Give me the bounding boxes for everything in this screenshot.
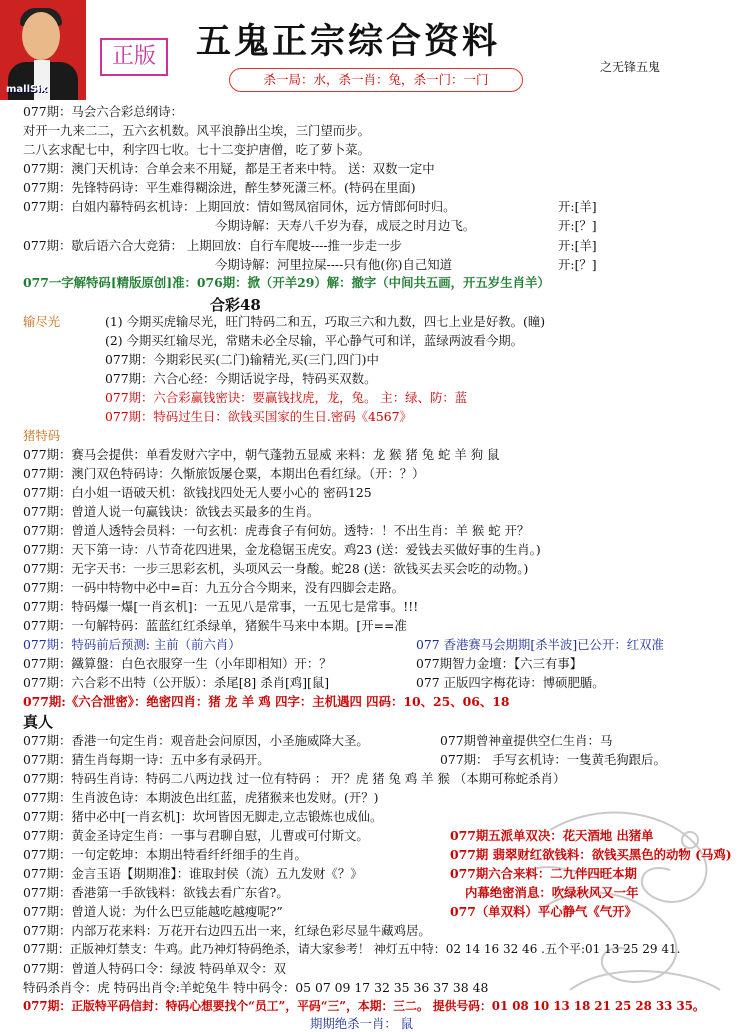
line-11: 合彩48 (210, 296, 261, 314)
line-42: 077期：特码生肖诗：特码二八两边找 过一位有特码 ： 开？虎 猪 兔 鸡 羊 猴 （本期可称蛇杀肖） (23, 771, 566, 786)
line-15: 077期：今期彩民买(二门)输精光,买(三门,四门)中 (105, 352, 379, 367)
line-33: 077期智力金壇：【六三有事】 (416, 656, 583, 671)
line-44: 077期：猪中必中[一肖玄机]：坎坷皆因无脚走,立志锻炼也成仙。 (23, 809, 383, 824)
line-31: 077 香港赛马会期期[杀半波]已公开：红双准 (416, 637, 664, 652)
line-24: 077期：曾道人透特会员料：一句玄机：虎毒食子有何妨。透特：！不出生肖：羊 猴 蛇 开？ (23, 523, 530, 538)
portrait-photo (0, 0, 86, 100)
line-38: 077期：香港一句定生肖：观音赴会问原因，小圣施威降大圣。 (23, 733, 369, 748)
line-54: 077（单双料）平心静气《气开》 (450, 904, 637, 919)
open-box-1: 开:[羊] (558, 199, 597, 214)
line-37: 真人 (23, 713, 54, 731)
line-20: 077期：赛马会提供：单看发财六字中，朝气蓬勃五显威 来料：龙 猴 猪 兔 蛇 羊 狗 鼠 (23, 447, 500, 462)
line-30: 077期：特码前后预测: 主前（前六肖） (23, 637, 241, 652)
line-21: 077期：澳门双色特码诗：久惭旅饭屡仓粟，本期出色看红绿。（开：？） (23, 466, 425, 481)
kill-banner: 杀一局：水，杀一肖：兔，杀一门：一门 (229, 68, 523, 92)
line-56: 077期：正版神灯禁支：牛鸡。此乃神灯特码绝杀，请大家参考！ 神灯五中特：02 14 16 32 46 .五个平:01 13 25 29 41. (23, 942, 681, 956)
line-47: 077期：一句定乾坤：本期出特看纤纤细手的生肖。 (23, 847, 307, 862)
line-14: (2) 今期买红输尽光，常赌未必全尽输，平心静气可和详，蓝绿两波看今期。 (105, 333, 523, 348)
line-25: 077期：天下第一诗：八节奇花四进果，金龙稳锯玉虎安。鸡23 (送：爱钱去买做好事的生肖。) (23, 542, 541, 557)
open-box-4: 开:[？] (558, 257, 597, 272)
open-box-2: 开:[？] (558, 218, 597, 233)
line-4: 077期：澳门天机诗：合单会来不用疑，都是王者来中特。 送：双数一定中 (23, 161, 435, 176)
line-16: 077期：六合心经：今期话说字母，特码买双数。 (105, 371, 377, 386)
line-52: 内幕绝密消息：吹绿秋风又一年 (465, 885, 639, 900)
line-60: 期期绝杀一肖： 鼠 (310, 1016, 414, 1031)
line-57: 077期：曾道人特码口令：绿波 特码单双令：双 (23, 961, 287, 976)
line-40: 077期：猜生肖每期一诗：五中多有录码开。 (23, 752, 270, 767)
line-13: (1) 今期买虎输尽光，旺门特码二和五，巧取三六和九数，四七上业是好教。(瞳) (105, 314, 546, 329)
portrait-face (22, 12, 60, 60)
line-6: 077期：白姐内幕特码玄机诗：上期回放：情如鸳凤宿同休，远方情郎何时归。 (23, 199, 456, 214)
line-55: 077期：内部万花来料：万花开右边四五出一来，红绿色彩尽显牛藏鸡居。 (23, 923, 431, 938)
line-23: 077期：曾道人说一句赢钱诀：欲钱去买最多的生肖。 (23, 504, 320, 519)
line-34: 077期：六合彩不出特（公开版）：杀尾[8] 杀肖[鸡][鼠] (23, 675, 330, 690)
line-3: 二八玄求配七中，利字四七收。七十二变护唐僧，吃了萝卜菜。 (23, 142, 370, 157)
line-2: 对开一九来二二，五六玄机数。风平浪静出尘埃，三门望而步。 (23, 123, 370, 138)
line-41: 077期： 手写玄机诗：一隻黄毛狗跟后。 (440, 752, 666, 767)
line-29: 077期：一句解特码：蓝蓝红红杀绿单，猪猴牛马来中本期。[开==准 (23, 618, 407, 633)
line-32: 077期：鐵算盤：白色衣服穿一生（小年即相知）开：？ (23, 656, 332, 671)
line-17: 077期：六合彩赢钱密诀：要赢钱找虎，龙，兔。 主：绿、防：蓝 (105, 390, 468, 405)
genuine-badge: 正版 (100, 38, 168, 76)
line-49: 077期：金言玉语【期期准】：谁取封侯（流）五九发财《？》 (23, 866, 363, 881)
line-19: 猪特码 (23, 428, 61, 443)
line-5: 077期：先锋特码诗：平生难得糊涂进，醉生梦死潇三杯。(特码在里面) (23, 180, 416, 195)
line-22: 077期：白小姐一语破天机：欲钱找四处无人要小心的 密码125 (23, 485, 372, 500)
line-53: 077期：曾道人说：为什么巴豆能越吃越瘦呢?” (23, 904, 283, 919)
line-1: 077期：马会六合彩总纲诗： (23, 104, 183, 119)
line-27: 077期：一码中特物中必中=百：九五分合今期来，没有四脚会走路。 (23, 580, 404, 595)
line-26: 077期：无字天书：一步三思彩玄机，头项风云一身酸。蛇28 (送：欲钱买去买会吃的动物。) (23, 561, 529, 576)
line-45: 077期：黄金圣诗定生肖：一事与君聊自慰，儿曹或可付斯文。 (23, 828, 369, 843)
line-8: 077期：歇后语六合大竞猜： 上期回放：自行车爬坡----推一步走一步 (23, 238, 402, 253)
line-10: 077一字解特码[精版原创]准：076期：掀（开羊29）解：撤字（中间共五画，开五岁生肖羊） (23, 275, 550, 290)
line-51: 077期：香港第一手欲钱料：欲钱去看广东省?。 (23, 885, 289, 900)
line-36: 077期:《六合泄密》：绝密四肖：猪 龙 羊 鸡 四字：主机遇四 四码：10、25、06、18 (23, 694, 510, 709)
line-28: 077期：特码爆一爆[一肖玄机]：一五见八是常事，一五见七是常事。!!! (23, 599, 419, 614)
line-48: 077期 翡翠财红欲钱料：欲钱买黑色的动物 (马鸡) (450, 847, 732, 862)
line-39: 077期曾神童提供空仁生肖：马 (440, 733, 613, 748)
line-9: 今期诗解：河里拉屎----只有他(你)自己知道 (215, 257, 453, 272)
line-35: 077 正版四字梅花诗：博硕肥腯。 (416, 675, 605, 690)
line-18: 077期：特码过生日：欲钱买国家的生日.密码《4567》 (105, 409, 412, 424)
line-58: 特码杀肖令：虎 特码出肖令:羊蛇兔牛 特中码令：05 07 09 17 32 35 36 37 38 48 (23, 980, 489, 995)
line-7: 今期诗解：天寿八千岁为春，成辰之时月边飞。 (215, 218, 476, 233)
page-title: 五鬼正宗综合资料 (196, 22, 501, 62)
line-12: 输尽光 (23, 314, 61, 329)
line-50: 077期六合来料：二九伴四旺本期 (450, 866, 637, 881)
line-43: 077期：生肖波色诗：本期波色出红蓝，虎猪猴来也发财。(开？) (23, 790, 379, 805)
line-46: 077期五派单双决：花天酒地 出猪单 (450, 828, 654, 843)
portrait-logo: mallSix (6, 84, 48, 95)
author-label: 之无锋五鬼 (600, 60, 661, 74)
line-59: 077期：正版特平码信封：特码心想要找个“员工”，平码“三”，本期：三二。 提供号码：01 08 10 13 18 21 25 28 33 35。 (23, 999, 705, 1013)
open-box-3: 开:[羊] (558, 238, 597, 253)
